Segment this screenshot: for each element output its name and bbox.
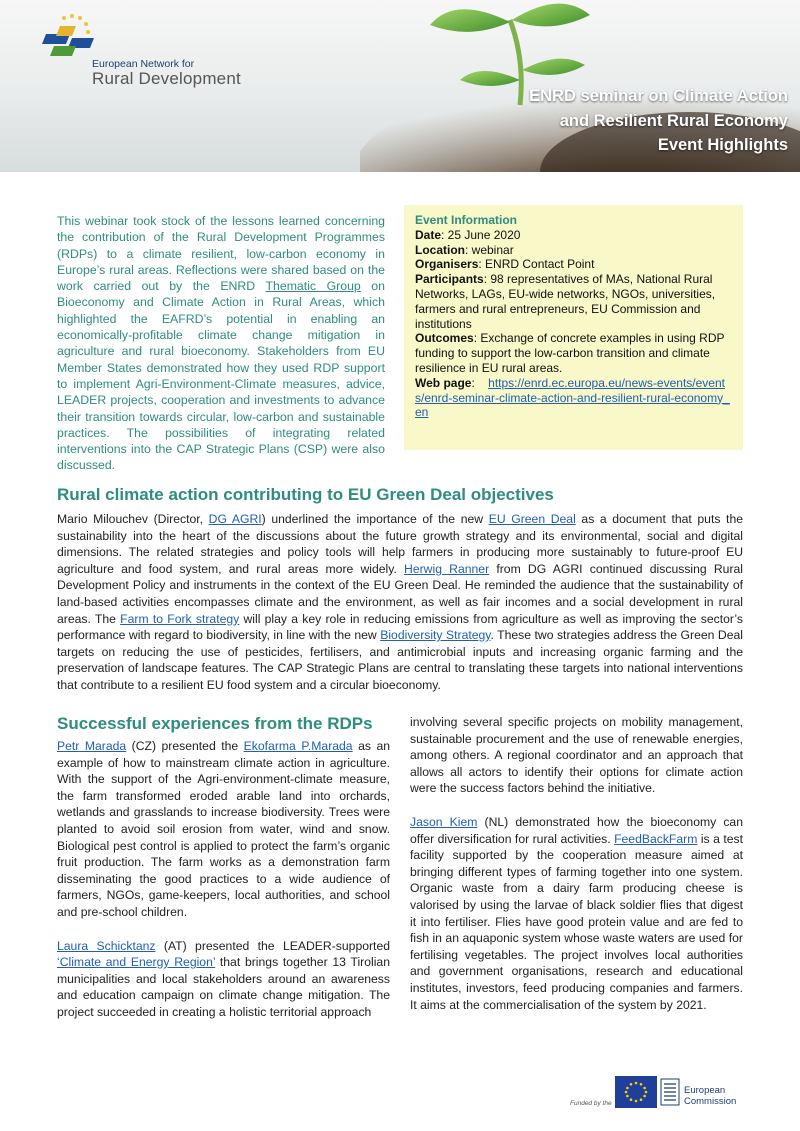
intro-text-2: on Bioeconomy and Climate Action in Rural Areas, which highlighted the EAFRD’s potential in enabling an economically-profitable climate change mitigation in agriculture and rural bioeconomy. Stakeholders from EU Member States demonstrated how they used RDP support to implement Agri-Environment-Climate measures, advice, LEADER projects, cooperation and investments to advance their transition towards circular, low-carbon and sustainable practices. The possibilities of integrating related interventions into the CAP Strategic Plans (CSP) were also discussed. [57,279,385,473]
gd-text-2: ) underlined the importance of the new [261,512,489,526]
funded-by-text: Funded by the [570,1100,612,1107]
p2-text-2: that brings together 13 Tirolian municipalities and local stakeholders around an awareness and education campaign on climate change mitigation. The project succeeded in creating a holistic territorial approach [57,955,390,1019]
herwig-ranner-link[interactable]: Herwig Ranner [404,561,490,576]
p2-text-1: (AT) presented the LEADER-supported [155,938,390,953]
webpage-separator: : [471,375,475,390]
laura-schicktanz-paragraph [57,938,390,1021]
intro-paragraph [57,213,385,474]
event-info-title: Event Information [415,213,518,227]
enrd-logo [42,12,241,88]
green-deal-paragraph [57,511,743,694]
organisers-value: : ENRD Contact Point [478,257,595,272]
p1-text-1: (CZ) presented the [126,739,244,753]
jason-kiem-link[interactable]: Jason Kiem [410,814,478,829]
date-value: : 25 June 2020 [441,227,521,242]
event-date [415,228,732,243]
rdp-right-column [410,714,743,1030]
location-label: Location [415,242,465,257]
outcomes-label: Outcomes [415,331,474,346]
feedbackfarm-link[interactable]: FeedBackFarm [614,831,698,846]
title-line-2: and Resilient Rural Economy [559,111,788,130]
event-participants [415,272,732,331]
event-webpage [415,376,732,420]
p4-text-1: (NL) demonstrated how the bioeconomy can offer diversification for rural activities. [410,814,743,846]
petr-marada-paragraph [57,738,390,921]
petr-marada-link[interactable]: Petr Marada [57,739,127,753]
eu-flag-icon [615,1076,657,1108]
biodiversity-strategy-link[interactable]: Biodiversity Strategy [380,628,491,643]
european-commission-logo-icon [659,1077,681,1107]
green-deal-heading: Rural climate action contributing to EU Green Deal objectives [57,485,554,504]
dg-agri-link[interactable]: DG AGRI [208,512,262,526]
gd-text-3: as a document that puts the sustainability into the heart of the discussions about the future growth strategy and its environmental, social and digital dimensions. The related strategies and policy tools will help farmers in producing more sustainably to future-proof EU agriculture and food system, and rural areas more widely. [57,512,743,576]
eu-green-deal-link[interactable]: EU Green Deal [488,512,576,526]
location-value: : webinar [465,242,514,257]
farm-to-fork-link[interactable]: Farm to Fork strategy [120,611,240,626]
event-outcomes [415,331,732,375]
outcomes-value: : Exchange of concrete examples in using RDP funding to support the low-carbon transition and climate resilience in EU rural areas. [415,331,725,375]
webpage-label: Web page [415,375,472,390]
logo-subtitle: European Network for [92,58,195,70]
participants-label: Participants [415,272,484,287]
date-label: Date [415,227,442,242]
gd-text-6: . These two strategies address the Green Deal targets on reducing the use of pesticides, fertilisers, and antimicrobial inputs and increasing organic farming and the preservation of landscape features. The CAP Strategic Plans are central to translating these targets into national interventions that contribute to a resilient EU food system and a circular bioeconomy. [57,628,743,692]
gd-text-4: from DG AGRI continued discussing Rural Development Policy and instruments in the context of the EU Green Deal. He reminded the audience that the sustainability of land-based activities encompasses climate and the environment, as well as fair incomes and a social development in rural areas. The [57,561,744,626]
event-location [415,243,732,258]
climate-energy-region-link[interactable]: ‘Climate and Energy Region’ [57,955,216,970]
rdp-left-column [57,738,390,1038]
thematic-group-link[interactable]: Thematic Group [265,279,361,294]
enrd-logo-mark [42,12,100,58]
ec-line-2: Commission [684,1095,737,1107]
event-information-box [404,205,743,450]
logo-title: Rural Development [92,69,241,88]
intro-text-1: This webinar took stock of the lessons learned concerning the contribution of the Rural Development Programmes (RDPs) to a climate resilient, low-carbon economy in Europe’s rural areas. Reflections were shared based on the work carried out by the ENRD [57,214,385,294]
participants-value: : 98 representatives of MAs, National Rural Networks, LAGs, EU-wide networks, NGOs, universities, farmers and rural entrepreneurs, EU Commission and institutions [415,272,716,331]
gd-text-1: Mario Milouchev (Director, [57,512,209,526]
gd-text-5: will play a key role in reducing emissions from agriculture as well as improving the sector’s performance with regard to biodiversity, in line with the new [57,611,743,643]
european-commission-text [684,1086,736,1107]
title-line-1: ENRD seminar on Climate Action [529,87,788,105]
jason-kiem-paragraph [410,814,743,1013]
funding-footer [568,1074,748,1114]
p1-text-2: as an example of how to mainstream climate action in agriculture. With the support of the Agri-environment-climate measure, the farm transformed eroded arable land into orchards, wetlands and grasslands to increase biodiversity. Trees were planted to avoid soil erosion from water, wind and snow. Biological pest control is applied to protect the farm’s organic fruit production. The farm works as a demonstration farm disseminating the good practices to a wide audience of farmers, NGOs, game-keepers, local authorities, and school and pre-school children. [57,739,391,919]
ekofarma-link[interactable]: Ekofarma P.Marada [243,739,353,753]
laura-schicktanz-link[interactable]: Laura Schicktanz [57,938,156,953]
climate-region-continuation: involving several specific projects on mobility management, sustainable procurement and the use of renewable energies, among others. A regional coordinator and an approach that allows all actors to identify their options for climate action were the success factors behind the initiative. [410,715,743,796]
rdp-heading: Successful experiences from the RDPs [57,714,373,733]
document-title [529,84,788,158]
title-line-3: Event Highlights [657,136,788,154]
ec-line-1: European [684,1085,726,1096]
organisers-label: Organisers [415,257,479,272]
header-banner [0,0,800,172]
p4-text-2: is a test facility supported by the cooperation measure aimed at bringing different types of farming together into one system. Organic waste from a dairy farm producing cheese is valorised by using the larvae of black soldier flies that digest it into fertiliser. Flies have good protein value and are fed to fish in an aquaponic system whose waste waters are used for fertilising vegetables. The project involves local authorities and government organisations, research and educational institutes, investors, feed producing companies and farmers. It aims at the commercialisation of the system by 2021. [410,831,743,1012]
webpage-link[interactable]: https://enrd.ec.europa.eu/news-events/events/enrd-seminar-climate-action-and-resilient-rural-economy_en [415,375,730,420]
event-organisers [415,257,732,272]
